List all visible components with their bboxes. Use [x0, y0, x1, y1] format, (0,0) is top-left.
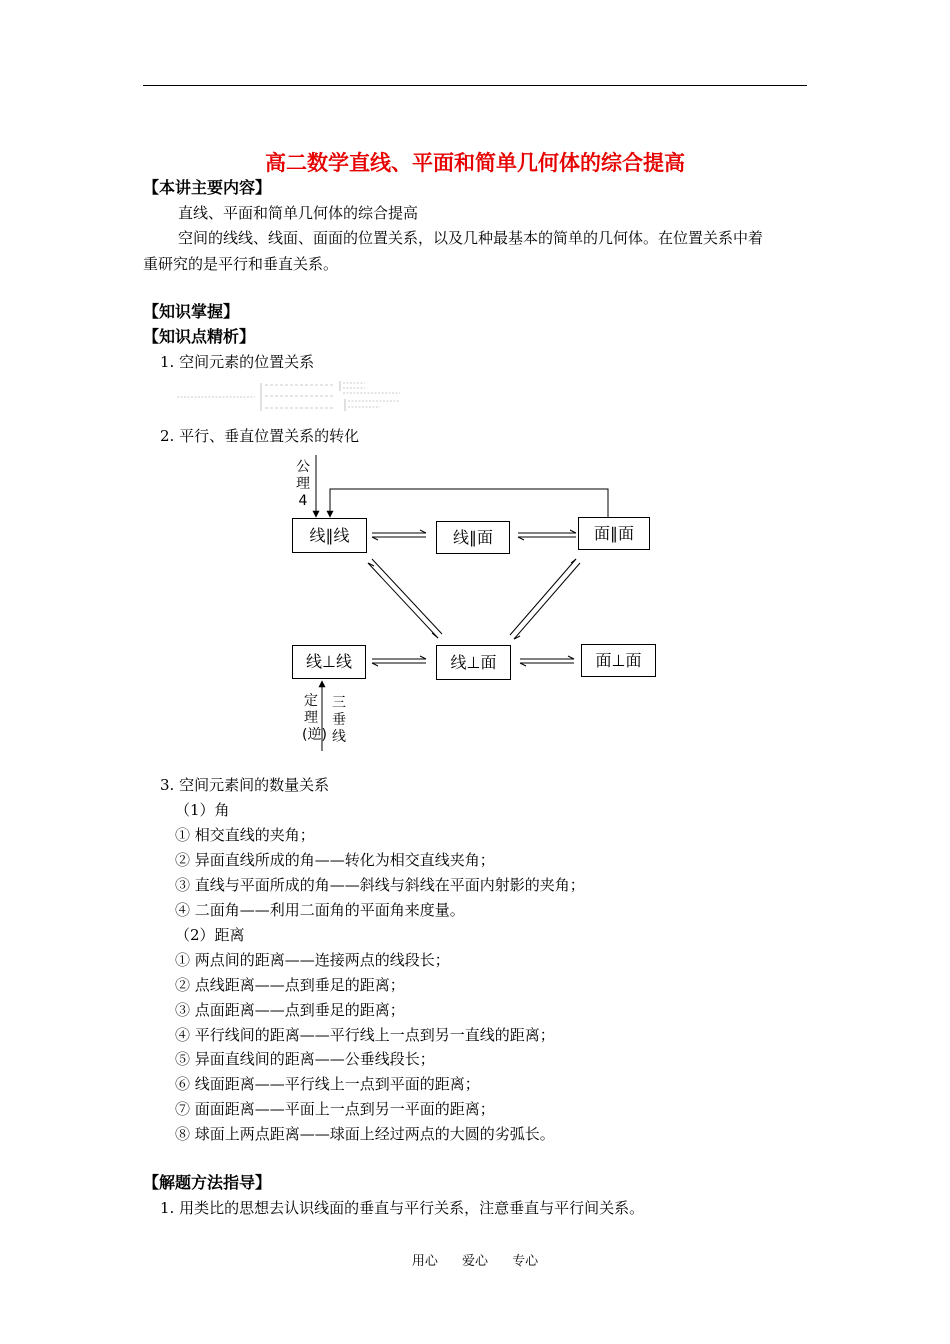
footer-text: 专心 [512, 1254, 539, 1269]
angle-item: ① 相交直线的夹角； [175, 826, 315, 844]
diagonal-arrow-line [368, 563, 438, 638]
plane-to-line-arrow [330, 489, 608, 517]
box-plane-parallel-plane: 面∥面 [578, 517, 650, 550]
angle-item: ③ 直线与平面所成的角——斜线与斜线在平面内射影的夹角； [175, 876, 585, 894]
distance-item: ⑥ 线面距离——平行线上一点到平面的距离； [175, 1075, 480, 1093]
list-item: 1. 空间元素的位置关系 [160, 353, 315, 371]
footer-text: 用心 [411, 1254, 438, 1269]
box-line-perpendicular-line: 线⊥线 [292, 645, 366, 679]
label-axiom4: 公理4 [296, 459, 310, 509]
paragraph: 空间的线线、线面、面面的位置关系，以及几种最基本的简单的几何体。在位置关系中着 [178, 229, 764, 247]
distance-item: ⑦ 面面距离——平面上一点到另一平面的距离； [175, 1100, 495, 1118]
distance-item: ⑧ 球面上两点距离——球面上经过两点的大圆的劣弧长。 [175, 1125, 555, 1143]
section-heading-main-content: 【本讲主要内容】 [143, 178, 272, 197]
parallel-perpendicular-diagram [280, 455, 680, 755]
section-subheading-knowledge-points: 【知识点精析】 [143, 327, 256, 346]
distance-item: ⑤ 异面直线间的距离——公垂线段长； [175, 1050, 435, 1068]
subsection-heading-distance: （2）距离 [175, 926, 245, 944]
box-line-perpendicular-plane: 线⊥面 [436, 645, 511, 680]
distance-item: ③ 点面距离——点到垂足的距离； [175, 1001, 405, 1019]
list-item: 2. 平行、垂直位置关系的转化 [160, 427, 360, 445]
section-heading-knowledge: 【知识掌握】 [143, 302, 240, 321]
label-three-perpendicular: 三垂线 [332, 695, 346, 745]
list-item: 1. 用类比的思想去认识线面的垂直与平行关系，注意垂直与平行间关系。 [160, 1199, 645, 1217]
position-relation-thumbnail-image [175, 381, 405, 413]
page-title: 高二数学直线、平面和简单几何体的综合提高 [265, 151, 685, 175]
paragraph: 重研究的是平行和垂直关系。 [143, 255, 339, 273]
angle-item: ④ 二面角——利用二面角的平面角来度量。 [175, 901, 465, 919]
subsection-heading-angle: （1）角 [175, 801, 230, 819]
angle-item: ② 异面直线所成的角——转化为相交直线夹角； [175, 851, 495, 869]
label-theorem-inverse: 定理(逆) [302, 693, 327, 743]
list-item: 3. 空间元素间的数量关系 [160, 776, 330, 794]
diagonal-arrow-line [514, 563, 580, 639]
distance-item: ① 两点间的距离——连接两点的线段长； [175, 951, 450, 969]
diagonal-arrow-line [372, 559, 442, 634]
page-footer [0, 1250, 950, 1269]
distance-item: ④ 平行线间的距离——平行线上一点到另一直线的距离； [175, 1026, 555, 1044]
diagonal-arrow-line [510, 559, 576, 635]
box-line-parallel-line: 线∥线 [292, 518, 367, 553]
section-heading-method-guide: 【解题方法指导】 [143, 1173, 272, 1192]
box-plane-perpendicular-plane: 面⊥面 [581, 644, 656, 677]
footer-text: 爱心 [461, 1254, 488, 1269]
header-rule [143, 85, 807, 86]
box-line-parallel-plane: 线∥面 [436, 521, 510, 554]
paragraph: 直线、平面和简单几何体的综合提高 [178, 204, 419, 222]
distance-item: ② 点线距离——点到垂足的距离； [175, 976, 405, 994]
arrow-head [432, 633, 438, 638]
